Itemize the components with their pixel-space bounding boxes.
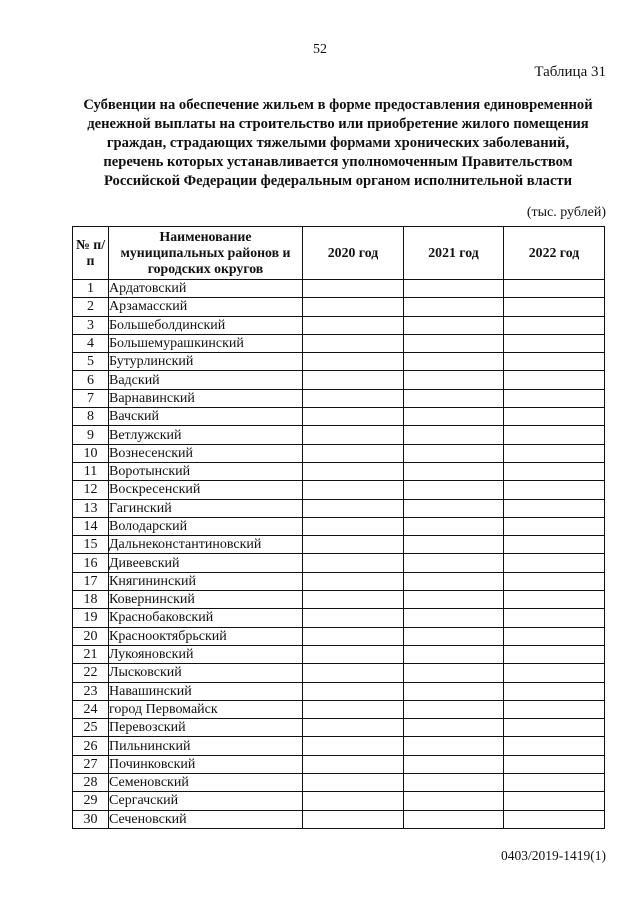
- row-value-2021: [404, 810, 504, 828]
- table-row: [73, 682, 605, 700]
- row-value-2020: [303, 408, 404, 426]
- row-value-2021: [404, 554, 504, 572]
- table-row: [73, 462, 605, 480]
- row-district-name: Воскресенский: [109, 481, 303, 499]
- row-number: 14: [73, 517, 109, 535]
- row-number: 20: [73, 627, 109, 645]
- table-row: [73, 481, 605, 499]
- row-value-2020: [303, 810, 404, 828]
- table-row: [73, 316, 605, 334]
- table-row: [73, 554, 605, 572]
- table-label: Таблица 31: [534, 64, 606, 80]
- row-district-name: Воротынский: [109, 462, 303, 480]
- table-row: [73, 298, 605, 316]
- row-value-2022: [504, 682, 605, 700]
- row-number: 18: [73, 591, 109, 609]
- row-value-2021: [404, 371, 504, 389]
- table-row: [73, 719, 605, 737]
- row-value-2020: [303, 664, 404, 682]
- row-number: 1: [73, 280, 109, 298]
- table-row: [73, 572, 605, 590]
- row-number: 12: [73, 481, 109, 499]
- row-district-name: Лысковский: [109, 664, 303, 682]
- row-value-2022: [504, 298, 605, 316]
- row-value-2021: [404, 792, 504, 810]
- table-row: [73, 536, 605, 554]
- row-value-2020: [303, 481, 404, 499]
- row-district-name: Арзамасский: [109, 298, 303, 316]
- row-value-2021: [404, 719, 504, 737]
- row-value-2021: [404, 536, 504, 554]
- row-value-2022: [504, 444, 605, 462]
- row-number: 28: [73, 774, 109, 792]
- row-district-name: Варнавинский: [109, 389, 303, 407]
- row-value-2021: [404, 517, 504, 535]
- header-num: № п/п: [73, 227, 109, 280]
- row-value-2021: [404, 408, 504, 426]
- row-number: 21: [73, 645, 109, 663]
- row-value-2020: [303, 737, 404, 755]
- row-value-2022: [504, 536, 605, 554]
- row-value-2020: [303, 755, 404, 773]
- row-number: 7: [73, 389, 109, 407]
- row-value-2022: [504, 664, 605, 682]
- row-district-name: Ветлужский: [109, 426, 303, 444]
- row-value-2021: [404, 353, 504, 371]
- row-district-name: Володарский: [109, 517, 303, 535]
- row-value-2021: [404, 481, 504, 499]
- row-value-2020: [303, 645, 404, 663]
- row-value-2021: [404, 774, 504, 792]
- table-row: [73, 609, 605, 627]
- row-value-2020: [303, 609, 404, 627]
- row-district-name: Сеченовский: [109, 810, 303, 828]
- row-value-2020: [303, 389, 404, 407]
- row-value-2021: [404, 664, 504, 682]
- header-2021: 2021 год: [404, 227, 504, 280]
- row-value-2021: [404, 645, 504, 663]
- row-district-name: Вадский: [109, 371, 303, 389]
- table-row: [73, 792, 605, 810]
- row-value-2021: [404, 444, 504, 462]
- table-row: [73, 371, 605, 389]
- table-row: [73, 774, 605, 792]
- row-value-2020: [303, 444, 404, 462]
- row-district-name: Большемурашкинский: [109, 334, 303, 352]
- title-line: граждан, страдающих тяжелыми формами хронических заболеваний,: [106, 135, 570, 151]
- row-number: 30: [73, 810, 109, 828]
- row-value-2021: [404, 627, 504, 645]
- header-2020: 2020 год: [303, 227, 404, 280]
- title-line: перечень которых устанавливается уполномоченным Правительством: [103, 154, 573, 170]
- row-district-name: Семеновский: [109, 774, 303, 792]
- row-number: 6: [73, 371, 109, 389]
- row-district-name: Краснооктябрьский: [109, 627, 303, 645]
- row-value-2021: [404, 737, 504, 755]
- row-value-2022: [504, 353, 605, 371]
- table-row: [73, 700, 605, 718]
- units-note: (тыс. рублей): [526, 205, 606, 220]
- row-value-2020: [303, 627, 404, 645]
- row-number: 13: [73, 499, 109, 517]
- row-district-name: Ковернинский: [109, 591, 303, 609]
- row-value-2022: [504, 792, 605, 810]
- row-value-2020: [303, 298, 404, 316]
- row-number: 5: [73, 353, 109, 371]
- row-value-2022: [504, 517, 605, 535]
- row-value-2020: [303, 499, 404, 517]
- row-value-2020: [303, 316, 404, 334]
- row-district-name: Починковский: [109, 755, 303, 773]
- row-value-2022: [504, 554, 605, 572]
- row-number: 19: [73, 609, 109, 627]
- row-value-2020: [303, 353, 404, 371]
- table-row: [73, 353, 605, 371]
- row-number: 22: [73, 664, 109, 682]
- row-value-2022: [504, 810, 605, 828]
- row-number: 10: [73, 444, 109, 462]
- row-value-2022: [504, 280, 605, 298]
- row-value-2020: [303, 682, 404, 700]
- row-value-2021: [404, 334, 504, 352]
- row-value-2022: [504, 774, 605, 792]
- row-number: 29: [73, 792, 109, 810]
- row-value-2020: [303, 280, 404, 298]
- row-district-name: город Первомайск: [109, 700, 303, 718]
- row-value-2022: [504, 316, 605, 334]
- table-row: [73, 737, 605, 755]
- row-number: 9: [73, 426, 109, 444]
- row-value-2022: [504, 719, 605, 737]
- row-district-name: Вачский: [109, 408, 303, 426]
- row-value-2021: [404, 298, 504, 316]
- row-value-2022: [504, 408, 605, 426]
- row-value-2020: [303, 517, 404, 535]
- row-district-name: Навашинский: [109, 682, 303, 700]
- row-district-name: Княгининский: [109, 572, 303, 590]
- row-number: 15: [73, 536, 109, 554]
- row-value-2020: [303, 334, 404, 352]
- title-line: денежной выплаты на строительство или приобретение жилого помещения: [87, 116, 589, 132]
- row-number: 26: [73, 737, 109, 755]
- row-value-2020: [303, 700, 404, 718]
- table-header-row: [73, 227, 605, 280]
- row-district-name: Гагинский: [109, 499, 303, 517]
- row-district-name: Перевозский: [109, 719, 303, 737]
- row-number: 23: [73, 682, 109, 700]
- row-value-2022: [504, 334, 605, 352]
- row-value-2022: [504, 499, 605, 517]
- row-number: 24: [73, 700, 109, 718]
- row-number: 4: [73, 334, 109, 352]
- row-value-2021: [404, 609, 504, 627]
- row-value-2022: [504, 627, 605, 645]
- row-number: 2: [73, 298, 109, 316]
- row-value-2022: [504, 591, 605, 609]
- row-value-2022: [504, 737, 605, 755]
- row-value-2020: [303, 774, 404, 792]
- table-row: [73, 810, 605, 828]
- table-row: [73, 499, 605, 517]
- row-value-2020: [303, 792, 404, 810]
- row-value-2020: [303, 462, 404, 480]
- document-title: [62, 96, 614, 191]
- row-district-name: Вознесенский: [109, 444, 303, 462]
- table-row: [73, 389, 605, 407]
- row-number: 27: [73, 755, 109, 773]
- row-value-2020: [303, 572, 404, 590]
- row-value-2020: [303, 591, 404, 609]
- row-value-2022: [504, 755, 605, 773]
- row-number: 3: [73, 316, 109, 334]
- row-district-name: Дальнеконстантиновский: [109, 536, 303, 554]
- table-row: [73, 627, 605, 645]
- row-district-name: Большеболдинский: [109, 316, 303, 334]
- title-line: Субвенции на обеспечение жильем в форме предоставления единовременной: [83, 97, 593, 113]
- row-district-name: Ардатовский: [109, 280, 303, 298]
- table-body: [73, 280, 605, 829]
- row-value-2020: [303, 371, 404, 389]
- row-value-2021: [404, 572, 504, 590]
- row-value-2022: [504, 645, 605, 663]
- header-2022: 2022 год: [504, 227, 605, 280]
- subsidy-table: [72, 226, 605, 829]
- row-district-name: Бутурлинский: [109, 353, 303, 371]
- row-value-2020: [303, 536, 404, 554]
- page-number: 52: [313, 42, 327, 57]
- row-value-2021: [404, 426, 504, 444]
- row-value-2022: [504, 371, 605, 389]
- table-row: [73, 444, 605, 462]
- row-district-name: Дивеевский: [109, 554, 303, 572]
- table-row: [73, 426, 605, 444]
- row-district-name: Пильнинский: [109, 737, 303, 755]
- table-row: [73, 664, 605, 682]
- table-row: [73, 408, 605, 426]
- row-value-2021: [404, 462, 504, 480]
- document-code: 0403/2019-1419(1): [501, 848, 606, 863]
- row-value-2022: [504, 609, 605, 627]
- row-number: 17: [73, 572, 109, 590]
- row-value-2021: [404, 499, 504, 517]
- row-value-2020: [303, 426, 404, 444]
- row-value-2022: [504, 481, 605, 499]
- row-value-2022: [504, 426, 605, 444]
- row-value-2022: [504, 572, 605, 590]
- row-value-2021: [404, 316, 504, 334]
- table-row: [73, 280, 605, 298]
- row-number: 25: [73, 719, 109, 737]
- row-value-2022: [504, 700, 605, 718]
- row-value-2020: [303, 719, 404, 737]
- row-number: 16: [73, 554, 109, 572]
- row-value-2021: [404, 755, 504, 773]
- row-number: 11: [73, 462, 109, 480]
- row-district-name: Краснобаковский: [109, 609, 303, 627]
- row-value-2022: [504, 389, 605, 407]
- table-row: [73, 755, 605, 773]
- row-value-2022: [504, 462, 605, 480]
- table-row: [73, 645, 605, 663]
- header-name: Наименование муниципальных районов и городских округов: [109, 227, 303, 280]
- row-value-2020: [303, 554, 404, 572]
- row-value-2021: [404, 591, 504, 609]
- row-value-2021: [404, 682, 504, 700]
- table-row: [73, 517, 605, 535]
- row-value-2021: [404, 389, 504, 407]
- row-district-name: Сергачский: [109, 792, 303, 810]
- table-row: [73, 334, 605, 352]
- row-value-2021: [404, 700, 504, 718]
- row-number: 8: [73, 408, 109, 426]
- row-value-2021: [404, 280, 504, 298]
- title-line: Российской Федерации федеральным органом исполнительной власти: [103, 173, 572, 189]
- row-district-name: Лукояновский: [109, 645, 303, 663]
- table-row: [73, 591, 605, 609]
